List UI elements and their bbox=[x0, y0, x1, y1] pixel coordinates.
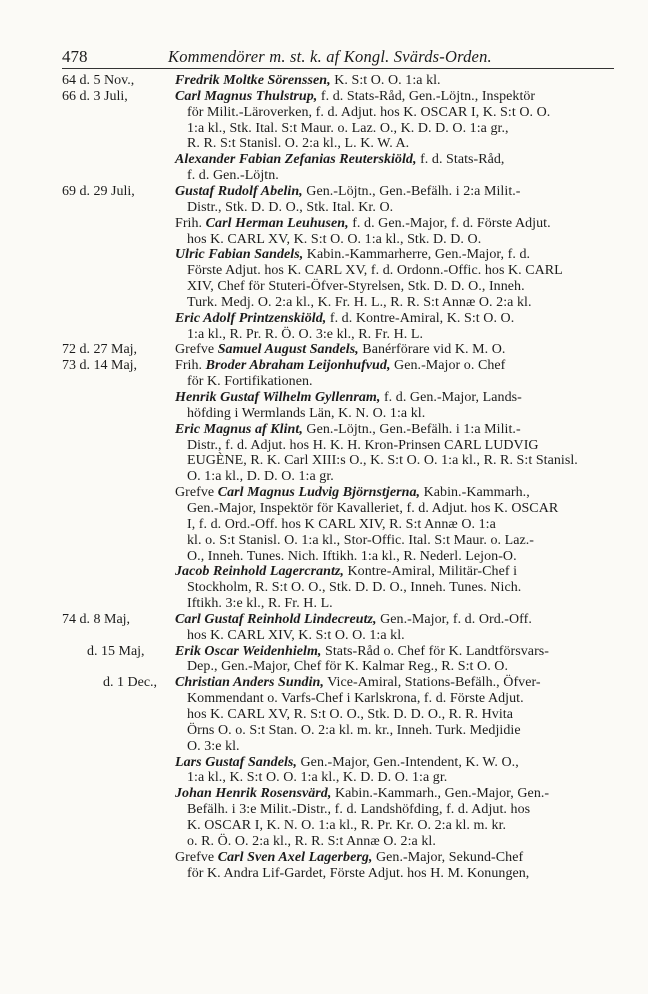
entry-first-line bbox=[175, 390, 620, 406]
entry-text: Gen.-Major, Sekund-Chef bbox=[372, 849, 524, 865]
entry-text: Kabin.-Kammarh., bbox=[420, 485, 530, 501]
person-name: Jacob Reinhold Lagercrantz, bbox=[175, 564, 344, 580]
title-prefix: Frih. bbox=[175, 358, 206, 374]
entry-text: Förste Adjut. hos K. CARL XV, f. d. Ordonn.-Offic. hos K. CARL bbox=[187, 263, 563, 279]
person-name: Christian Anders Sundin, bbox=[175, 675, 324, 691]
person-name: Ulric Fabian Sandels, bbox=[175, 247, 304, 263]
entry-text: Gen.-Major, Inspektör för Kavalleriet, f. d. Adjut. hos K. OSCAR bbox=[187, 500, 559, 516]
appointment-date: 64 d. 5 Nov., bbox=[62, 73, 135, 88]
entry-continuation-line bbox=[187, 770, 620, 786]
entry-text: O. 3:e kl. bbox=[187, 738, 240, 754]
entry-first-line bbox=[175, 422, 620, 438]
appointment-date: 72 d. 27 Maj, bbox=[62, 342, 138, 358]
appointment-date: 69 d. 29 Juli, bbox=[62, 183, 135, 199]
appointment-date: d. 15 Maj, bbox=[87, 643, 145, 659]
running-title: Kommendörer m. st. k. af Kongl. Svärds-Orden. bbox=[168, 47, 492, 66]
entry-text: I, f. d. Ord.-Off. hos K CARL XIV, R. S:t Annæ O. 1:a bbox=[187, 516, 496, 532]
entry-text: EUGÈNE, R. K. Carl XIII:s O., K. S:t O. O. 1:a kl., R. R. S:t Stanisl. bbox=[187, 453, 578, 469]
entry-continuation-line bbox=[187, 580, 620, 596]
entry-text: O., Inneh. Tunes. Nich. Iftikh. 1:a kl., R. Nederl. Lejon-O. bbox=[187, 548, 517, 564]
entry-first-line bbox=[175, 850, 620, 866]
entry-continuation-line bbox=[187, 374, 620, 390]
entry-text: hos K. CARL XV, K. S:t O. O. 1:a kl., Stk. D. D. O. bbox=[187, 231, 482, 247]
entry-text: Dep., Gen.-Major, Chef för K. Kalmar Reg., R. S:t O. O. bbox=[187, 659, 509, 675]
entry-continuation-line bbox=[187, 517, 620, 533]
entry-text: för K. Fortifikationen. bbox=[187, 374, 313, 390]
entry-text: Gen.-Löjtn., Gen.-Befälh. i 1:a Milit.- bbox=[302, 421, 521, 437]
person-name: Carl Herman Leuhusen, bbox=[205, 215, 349, 231]
person-name: Henrik Gustaf Wilhelm Gyllenram, bbox=[175, 390, 381, 405]
entry-text: Kabin.-Kammarh., Gen.-Major, Gen.- bbox=[331, 786, 550, 802]
entry-continuation-line bbox=[187, 596, 620, 612]
entry-text: Gen.-Major, f. d. Ord.-Off. bbox=[376, 611, 532, 627]
entry-continuation-line bbox=[187, 279, 620, 295]
entry-text: kl. o. S:t Stanisl. O. 1:a kl., Stor-Offic. Ital. S:t Maur. o. Laz.- bbox=[187, 532, 534, 548]
entry-continuation-line bbox=[187, 438, 620, 454]
entry-text: K. S:t O. O. 1:a kl. bbox=[330, 73, 441, 88]
title-prefix: Grefve bbox=[175, 485, 218, 501]
person-name: Carl Gustaf Reinhold Lindecreutz, bbox=[175, 611, 377, 627]
entry-first-line bbox=[175, 675, 620, 691]
person-name: Broder Abraham Leijonhufvud, bbox=[205, 358, 391, 374]
title-prefix: Grefve bbox=[175, 342, 218, 358]
entry-continuation-line bbox=[187, 453, 620, 469]
entry-continuation-line bbox=[187, 263, 620, 279]
appointment-date: 73 d. 14 Maj, bbox=[62, 358, 138, 374]
entry-first-line bbox=[175, 755, 620, 771]
person-name: Alexander Fabian Zefanias Reuterskiöld, bbox=[175, 152, 417, 168]
entry-continuation-line bbox=[187, 327, 620, 343]
person-name: Carl Magnus Ludvig Björnstjerna, bbox=[217, 485, 421, 501]
appointment-date: 74 d. 8 Maj, bbox=[62, 611, 131, 627]
entry-first-line bbox=[175, 564, 620, 580]
entry-first-line bbox=[175, 612, 620, 628]
person-name: Eric Magnus af Klint, bbox=[175, 421, 303, 437]
entry-text: Distr., Stk. D. D. O., Stk. Ital. Kr. O. bbox=[187, 199, 394, 215]
entry-text: f. d. Kontre-Amiral, K. S:t O. O. bbox=[326, 310, 515, 326]
entry-continuation-line bbox=[187, 691, 620, 707]
entry-first-line bbox=[175, 247, 620, 263]
entry-continuation-line bbox=[187, 136, 620, 152]
entry-text: 1:a kl., K. S:t O. O. 1:a kl., K. D. D. O. 1:a gr. bbox=[187, 770, 448, 786]
entry-text: Kabin.-Kammarherre, Gen.-Major, f. d. bbox=[303, 247, 531, 263]
entry-first-line bbox=[175, 89, 620, 105]
entry-continuation-line bbox=[187, 105, 620, 121]
person-name: Johan Henrik Rosensvärd, bbox=[175, 786, 332, 802]
entry-continuation-line bbox=[187, 501, 620, 517]
entry-continuation-line bbox=[187, 866, 620, 882]
entry-text: R. R. S:t Stanisl. O. 2:a kl., L. K. W. A. bbox=[187, 136, 410, 152]
entry-continuation-line bbox=[187, 406, 620, 422]
person-name: Carl Magnus Thulstrup, bbox=[175, 88, 318, 104]
entry-text: Örns O. o. S:t Stan. O. 2:a kl. m. kr., Inneh. Turk. Medjidie bbox=[187, 722, 521, 738]
entry-continuation-line bbox=[187, 200, 620, 216]
entry-first-line bbox=[175, 152, 620, 168]
entry-text: XIV, Chef för Stuteri-Öfver-Styrelsen, Stk. D. D. O., Inneh. bbox=[187, 279, 525, 295]
entry-text: K. OSCAR I, K. N. O. 1:a kl., R. Pr. Kr. O. 2:a kl. m. kr. bbox=[187, 817, 507, 833]
entry-continuation-line bbox=[187, 232, 620, 248]
entry-text: för Milit.-Läroverken, f. d. Adjut. hos K. OSCAR I, K. S:t O. O. bbox=[187, 104, 551, 120]
entry-text: Gen.-Major, Gen.-Intendent, K. W. O., bbox=[296, 754, 519, 770]
entry-text: 1:a kl., Stk. Ital. S:t Maur. o. Laz. O., K. D. D. O. 1:a gr., bbox=[187, 120, 509, 136]
header-rule bbox=[62, 68, 614, 69]
person-name: Carl Sven Axel Lagerberg, bbox=[217, 849, 373, 865]
entry-first-line bbox=[175, 342, 620, 358]
appointment-date: 66 d. 3 Juli, bbox=[62, 88, 128, 104]
entry-text: Kommendant o. Varfs-Chef i Karlskrona, f. d. Förste Adjut. bbox=[187, 691, 524, 707]
entry-first-line bbox=[175, 644, 620, 660]
entry-text: Vice-Amiral, Stations-Befälh., Öfver- bbox=[323, 675, 541, 691]
entry-text: f. d. Stats-Råd, Gen.-Löjtn., Inspektör bbox=[317, 88, 536, 104]
entry-first-line bbox=[175, 485, 620, 501]
entry-continuation-line bbox=[187, 295, 620, 311]
entry-continuation-line bbox=[187, 121, 620, 137]
entry-text: Distr., f. d. Adjut. hos H. K. H. Kron-Prinsen CARL LUDVIG bbox=[187, 437, 539, 453]
entry-text: höfding i Wermlands Län, K. N. O. 1:a kl. bbox=[187, 405, 426, 421]
entry-text: Turk. Medj. O. 2:a kl., K. Fr. H. L., R. R. S:t Annæ O. 2:a kl. bbox=[187, 294, 532, 310]
entry-continuation-line bbox=[187, 802, 620, 818]
entry-continuation-line bbox=[187, 659, 620, 675]
entry-text: Stats-Råd o. Chef för K. Landtförsvars- bbox=[321, 643, 549, 659]
entry-continuation-line bbox=[187, 628, 620, 644]
entry-first-line bbox=[175, 311, 620, 327]
entry-continuation-line bbox=[187, 834, 620, 850]
entry-text: hos K. CARL XIV, K. S:t O. O. 1:a kl. bbox=[187, 627, 405, 643]
page-header bbox=[62, 47, 614, 69]
entry-text: Stockholm, R. S:t O. O., Stk. D. D. O., Inneh. Tunes. Nich. bbox=[187, 580, 522, 596]
appointment-date: d. 1 Dec., bbox=[103, 675, 158, 691]
entry-text: Banérförare vid K. M. O. bbox=[358, 342, 506, 358]
entry-continuation-line bbox=[187, 168, 620, 184]
entry-text: f. d. Gen.-Löjtn. bbox=[187, 168, 279, 184]
entry-text: f. d. Stats-Råd, bbox=[416, 152, 505, 168]
entry-text: hos K. CARL XV, R. S:t O. O., Stk. D. D. O., R. R. Hvita bbox=[187, 707, 514, 722]
entry-text: 1:a kl., R. Pr. R. Ö. O. 3:e kl., R. Fr. H. L. bbox=[187, 326, 424, 342]
entry-continuation-line bbox=[187, 818, 620, 834]
person-name: Samuel August Sandels, bbox=[217, 342, 359, 358]
person-name: Fredrik Moltke Sörenssen, bbox=[175, 73, 331, 88]
entry-continuation-line bbox=[187, 469, 620, 485]
entry-text: Kontre-Amiral, Militär-Chef i bbox=[343, 564, 518, 580]
entry-text: f. d. Gen.-Major, f. d. Förste Adjut. bbox=[348, 215, 551, 231]
entry-first-line bbox=[175, 786, 620, 802]
page-number: 478 bbox=[62, 47, 88, 66]
entry-first-line bbox=[175, 216, 620, 232]
entry-text: f. d. Gen.-Major, Lands- bbox=[380, 390, 522, 405]
entry-first-line bbox=[175, 184, 620, 200]
title-prefix: Grefve bbox=[175, 849, 218, 865]
entry-text: o. R. Ö. O. 2:a kl., R. R. S:t Annæ O. 2:a kl. bbox=[187, 833, 436, 849]
entry-first-line bbox=[175, 73, 620, 89]
entry-text: O. 1:a kl., D. D. O. 1:a gr. bbox=[187, 469, 334, 485]
entry-text: Iftikh. 3:e kl., R. Fr. H. L. bbox=[187, 596, 333, 612]
entry-continuation-line bbox=[187, 549, 620, 565]
entry-text: Gen.-Major o. Chef bbox=[390, 358, 506, 374]
entry-continuation-line bbox=[187, 533, 620, 549]
person-name: Lars Gustaf Sandels, bbox=[175, 754, 297, 770]
entry-continuation-line bbox=[187, 739, 620, 755]
entry-text: för K. Andra Lif-Gardet, Förste Adjut. hos H. M. Konungen, bbox=[187, 865, 530, 881]
entry-first-line bbox=[175, 358, 620, 374]
entry-text: Gen.-Löjtn., Gen.-Befälh. i 2:a Milit.- bbox=[302, 183, 521, 199]
person-name: Erik Oscar Weidenhielm, bbox=[175, 643, 322, 659]
entry-text: Befälh. i 3:e Milit.-Distr., f. d. Landshöfding, f. d. Adjut. hos bbox=[187, 802, 531, 818]
person-name: Gustaf Rudolf Abelin, bbox=[175, 183, 303, 199]
person-name: Eric Adolf Printzenskiöld, bbox=[175, 310, 327, 326]
entry-continuation-line bbox=[187, 707, 620, 723]
title-prefix: Frih. bbox=[175, 215, 206, 231]
entry-continuation-line bbox=[187, 723, 620, 739]
